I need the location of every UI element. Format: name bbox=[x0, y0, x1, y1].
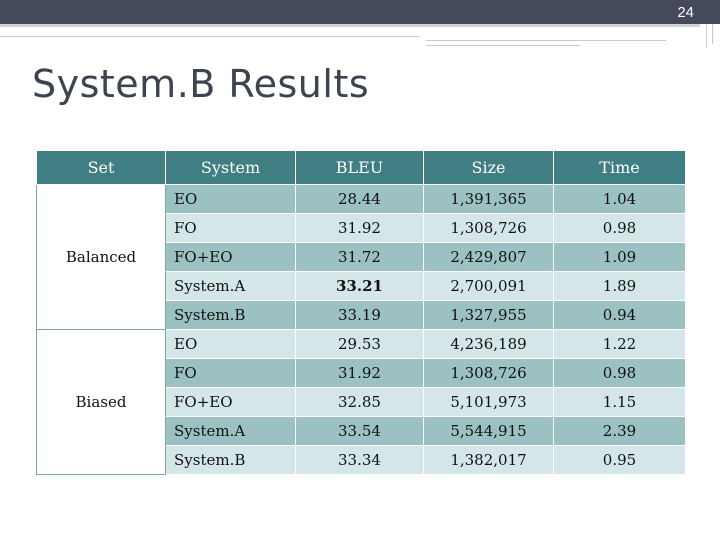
system-cell: EO bbox=[166, 185, 296, 214]
time-cell: 0.94 bbox=[554, 301, 686, 330]
bleu-cell-best: 33.21 bbox=[296, 272, 424, 301]
bleu-cell: 28.44 bbox=[296, 185, 424, 214]
decorative-line bbox=[426, 45, 580, 46]
size-cell: 4,236,189 bbox=[424, 330, 554, 359]
system-cell: FO bbox=[166, 214, 296, 243]
column-header-set: Set bbox=[37, 151, 166, 185]
system-cell: System.A bbox=[166, 272, 296, 301]
table-row bbox=[37, 330, 686, 359]
slide-title: System.B Results bbox=[32, 62, 370, 106]
size-cell: 2,429,807 bbox=[424, 243, 554, 272]
table-row bbox=[37, 185, 686, 214]
size-cell: 5,101,973 bbox=[424, 388, 554, 417]
system-cell: FO+EO bbox=[166, 388, 296, 417]
system-cell: System.B bbox=[166, 301, 296, 330]
time-cell: 1.09 bbox=[554, 243, 686, 272]
column-header-bleu: BLEU bbox=[296, 151, 424, 185]
bleu-cell: 31.92 bbox=[296, 214, 424, 243]
size-cell: 1,327,955 bbox=[424, 301, 554, 330]
set-cell-biased: Biased bbox=[37, 330, 166, 475]
bleu-cell: 33.54 bbox=[296, 417, 424, 446]
bleu-cell: 32.85 bbox=[296, 388, 424, 417]
column-header-time: Time bbox=[554, 151, 686, 185]
time-cell: 1.04 bbox=[554, 185, 686, 214]
decorative-vertical-line bbox=[712, 24, 713, 44]
size-cell: 1,308,726 bbox=[424, 214, 554, 243]
set-cell-balanced: Balanced bbox=[37, 185, 166, 330]
system-cell: FO+EO bbox=[166, 243, 296, 272]
column-header-size: Size bbox=[424, 151, 554, 185]
decorative-vertical-line bbox=[706, 24, 707, 48]
page-number: 24 bbox=[677, 4, 694, 21]
size-cell: 1,391,365 bbox=[424, 185, 554, 214]
bleu-cell: 31.72 bbox=[296, 243, 424, 272]
system-cell: System.A bbox=[166, 417, 296, 446]
top-bar-accent-line bbox=[0, 24, 700, 27]
size-cell: 2,700,091 bbox=[424, 272, 554, 301]
size-cell: 5,544,915 bbox=[424, 417, 554, 446]
time-cell: 0.98 bbox=[554, 359, 686, 388]
time-cell: 0.98 bbox=[554, 214, 686, 243]
decorative-line bbox=[0, 36, 420, 37]
slide-top-bar bbox=[0, 0, 720, 24]
column-header-system: System bbox=[166, 151, 296, 185]
system-cell: EO bbox=[166, 330, 296, 359]
table-header-row bbox=[37, 151, 686, 185]
system-cell: System.B bbox=[166, 446, 296, 475]
decorative-line bbox=[426, 40, 666, 41]
bleu-cell: 33.19 bbox=[296, 301, 424, 330]
time-cell: 2.39 bbox=[554, 417, 686, 446]
time-cell: 1.22 bbox=[554, 330, 686, 359]
time-cell: 1.15 bbox=[554, 388, 686, 417]
time-cell: 1.89 bbox=[554, 272, 686, 301]
bleu-cell: 31.92 bbox=[296, 359, 424, 388]
time-cell: 0.95 bbox=[554, 446, 686, 475]
results-table bbox=[36, 150, 686, 475]
system-cell: FO bbox=[166, 359, 296, 388]
bleu-cell: 33.34 bbox=[296, 446, 424, 475]
bleu-cell: 29.53 bbox=[296, 330, 424, 359]
size-cell: 1,382,017 bbox=[424, 446, 554, 475]
size-cell: 1,308,726 bbox=[424, 359, 554, 388]
